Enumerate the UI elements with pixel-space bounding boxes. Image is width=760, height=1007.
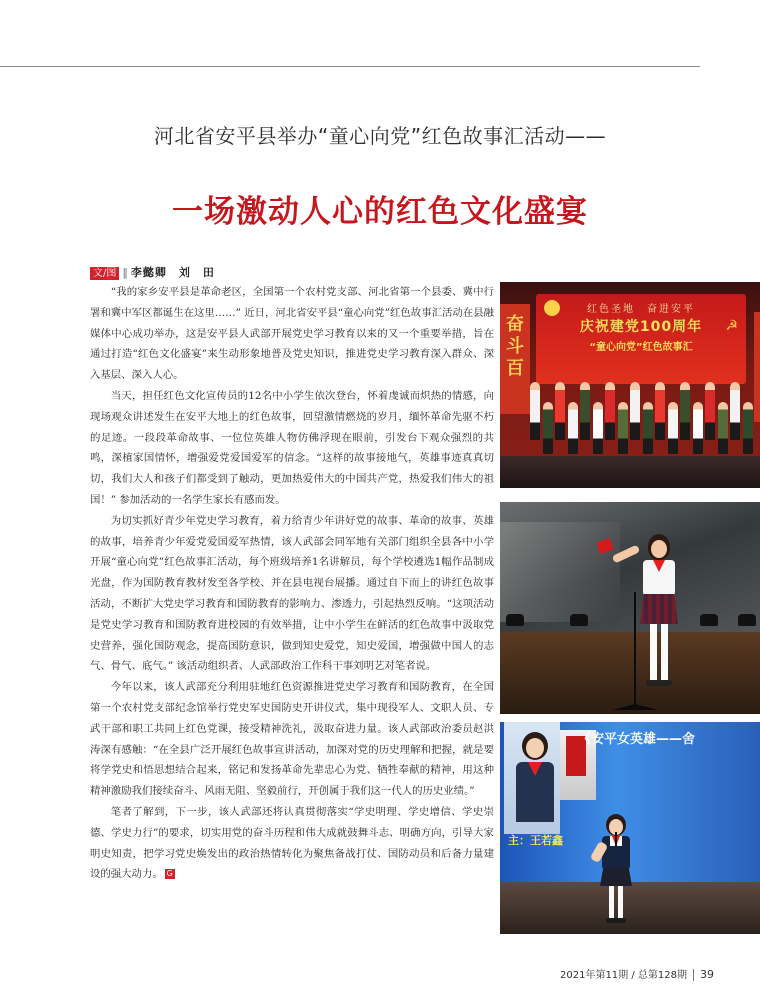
photo3-girl-skirt xyxy=(600,868,632,886)
crowd-figure xyxy=(668,402,678,454)
issue-info: 2021年第11期 / 总第128期 xyxy=(560,970,687,981)
photo2-stage-floor xyxy=(500,632,760,714)
paragraph-5-text: 笔者了解到，下一步，该人武部还将认真贯彻落实“学史明理、学史增信、学史崇德、学史力行”的要求，切实用党的奋斗历程和伟大成就鼓舞斗志、明确方向，引导大家明史知责，把学习党史焕发出的政治热情转化为聚焦备战打仗、国防动员和后备力量建设的强大动力。 xyxy=(90,805,494,881)
photo2-girl-legs xyxy=(650,624,668,682)
article-title: 一场激动人心的红色文化盛宴 xyxy=(172,194,588,230)
photo1-floor xyxy=(500,456,760,488)
photo1-stage-screen xyxy=(536,294,746,384)
photo1-left-banner-text: 奋斗百 xyxy=(506,314,524,379)
byline-tag: 文/图 xyxy=(90,267,119,280)
page-number: 39 xyxy=(700,968,714,981)
paragraph-1: “我的家乡安平县是革命老区，全国第一个农村党支部、河北省第一个县委、冀中行署和冀中军区都诞生在这里……” 近日，河北省安平县“童心向党”红色故事汇活动在县融媒体中心成功举办，这是安平县人武部开展党史学习教育以来的又一个重要举措，旨在通过打造“红色文化盛宴”来生动形象地普及党史知识，推进党史学习教育深入群众、深入基层、深入人心。 xyxy=(90,286,494,382)
photo-girl-speaking xyxy=(500,502,760,714)
photo3-girl-shoes xyxy=(606,918,626,923)
photo1-screen-line3: “童心向党”红色故事汇 xyxy=(589,342,693,353)
crowd-figure xyxy=(743,402,753,454)
end-mark-icon: G xyxy=(166,869,173,879)
microphone-stand-icon xyxy=(634,592,636,708)
crowd-figure xyxy=(568,402,578,454)
footer-divider xyxy=(693,969,694,981)
photo-girl-on-blue-stage xyxy=(500,722,760,934)
crowd-figure xyxy=(680,382,690,440)
crowd-figure xyxy=(730,382,740,440)
photo3-screen-title: 《安平女英雄——舍 xyxy=(578,732,696,747)
paragraph-2: 当天，担任红色文化宣传员的12名中小学生依次登台，怀着虔诚而炽热的情感，向现场观众讲述发生在安平大地上的红色故事，回望激情燃烧的岁月，缅怀革命先驱不朽的足迹。一段段革命故事、一位位英雄人物仿佛浮现在眼前，引发台下观众强烈的共鸣，深植家国情怀，增强爱党爱国爱军的信念。“这样的故事接地气，英雄事迹真真切切，我们大人和孩子们都受到了触动，更加热爱伟大的中国共产党，热爱我们伟大的祖国！” 参加活动的一名学生家长有感而发。 xyxy=(90,389,494,506)
photo1-crowd xyxy=(526,380,760,460)
crowd-figure xyxy=(530,382,540,440)
photo3-inset-face xyxy=(526,738,544,758)
byline-authors: 李懿卿 刘 田 xyxy=(130,266,215,279)
crowd-figure xyxy=(555,382,565,440)
photo3-stage-floor xyxy=(500,882,760,934)
photo3-speaker-name: 主：王若鑫 xyxy=(508,834,563,847)
crowd-figure xyxy=(580,382,590,440)
stage-light-icon xyxy=(506,614,524,626)
crowd-figure xyxy=(605,382,615,440)
paragraph-5 xyxy=(90,802,494,885)
stage-light-icon xyxy=(738,614,756,626)
photo2-girl-shoes xyxy=(646,680,672,686)
crowd-figure xyxy=(618,402,628,454)
header-rule xyxy=(0,66,700,67)
crowd-figure xyxy=(718,402,728,454)
paragraph-4: 今年以来，该人武部充分利用驻地红色资源推进党史学习教育和国防教育，在全国第一个农村党支部纪念馆举行党史军史国防史开讲仪式，集中现役军人、文职人员、专武干部和职工共同上红色党课，接受精神洗礼，汲取奋进力量。该人武部政治委员赵洪涛深有感触：“在全县广泛开展红色故事宣讲活动，加深对党的历史理解和把握，就是要将学党史和悟思想结合起来，铭记和发扬革命先辈忠心为党、牺牲奉献的精神，用这种精神激励我们接续奋斗、风雨无阻、坚毅前行，开创属于我们这一代人的历史业绩。” xyxy=(90,681,494,798)
stage-light-icon xyxy=(700,614,718,626)
page-footer xyxy=(560,966,714,981)
crowd-figure xyxy=(593,402,603,454)
article-body xyxy=(90,282,494,885)
crowd-figure xyxy=(655,382,665,440)
photo2-girl-skirt xyxy=(640,594,678,624)
photo1-screen-line2: 庆祝建党100周年 xyxy=(579,319,703,335)
byline xyxy=(90,264,215,280)
photo3-portrait-inset xyxy=(504,722,560,834)
crowd-figure xyxy=(693,402,703,454)
stage-light-icon xyxy=(570,614,588,626)
photo1-screen-line1: 红色圣地 奋进安平 xyxy=(587,304,695,315)
microphone-icon xyxy=(615,832,617,846)
crowd-figure xyxy=(705,382,715,440)
byline-separator: ‖ xyxy=(122,266,128,279)
paragraph-3: 为切实抓好青少年党史学习教育，着力给青少年讲好党的故事、革命的故事、英雄的故事，培养青少年爱党爱国爱军热情，该人武部会同军地有关部门组织全县各中小学开展“童心向党”红色故事汇活动，每个班级培养1名讲解员，每个学校遴选1幅作品制成光盘，作为国防教育教材发至各学校、并在县电视台展播。通过自下而上的讲红色故事活动，不断扩大党史学习教育和国防教育的影响力、渗透力，引起热烈反响。“这项活动是党史学习教育和国防教育进校园的有效举措，让中小学生在鲜活的红色故事中汲取党史营养，强化国防观念，提高国防意识，做到知史爱党，知史爱国，增强做中国人的志气、骨气、底气。” 该活动组织者、人武部政治工作科干事刘明艺对笔者说。 xyxy=(90,514,494,673)
crowd-figure xyxy=(630,382,640,440)
photo-stage-group xyxy=(500,282,760,488)
photo2-stage-lights xyxy=(500,614,760,634)
hammer-sickle-icon: ☭ xyxy=(725,318,738,334)
photo2-girl-face xyxy=(651,540,667,558)
photo2-backdrop-image xyxy=(500,522,620,622)
crowd-figure xyxy=(543,402,553,454)
crowd-figure xyxy=(643,402,653,454)
photo3-girl-legs xyxy=(609,886,623,920)
article-subtitle: 河北省安平县举办“童心向党”红色故事汇活动—— xyxy=(153,124,607,148)
